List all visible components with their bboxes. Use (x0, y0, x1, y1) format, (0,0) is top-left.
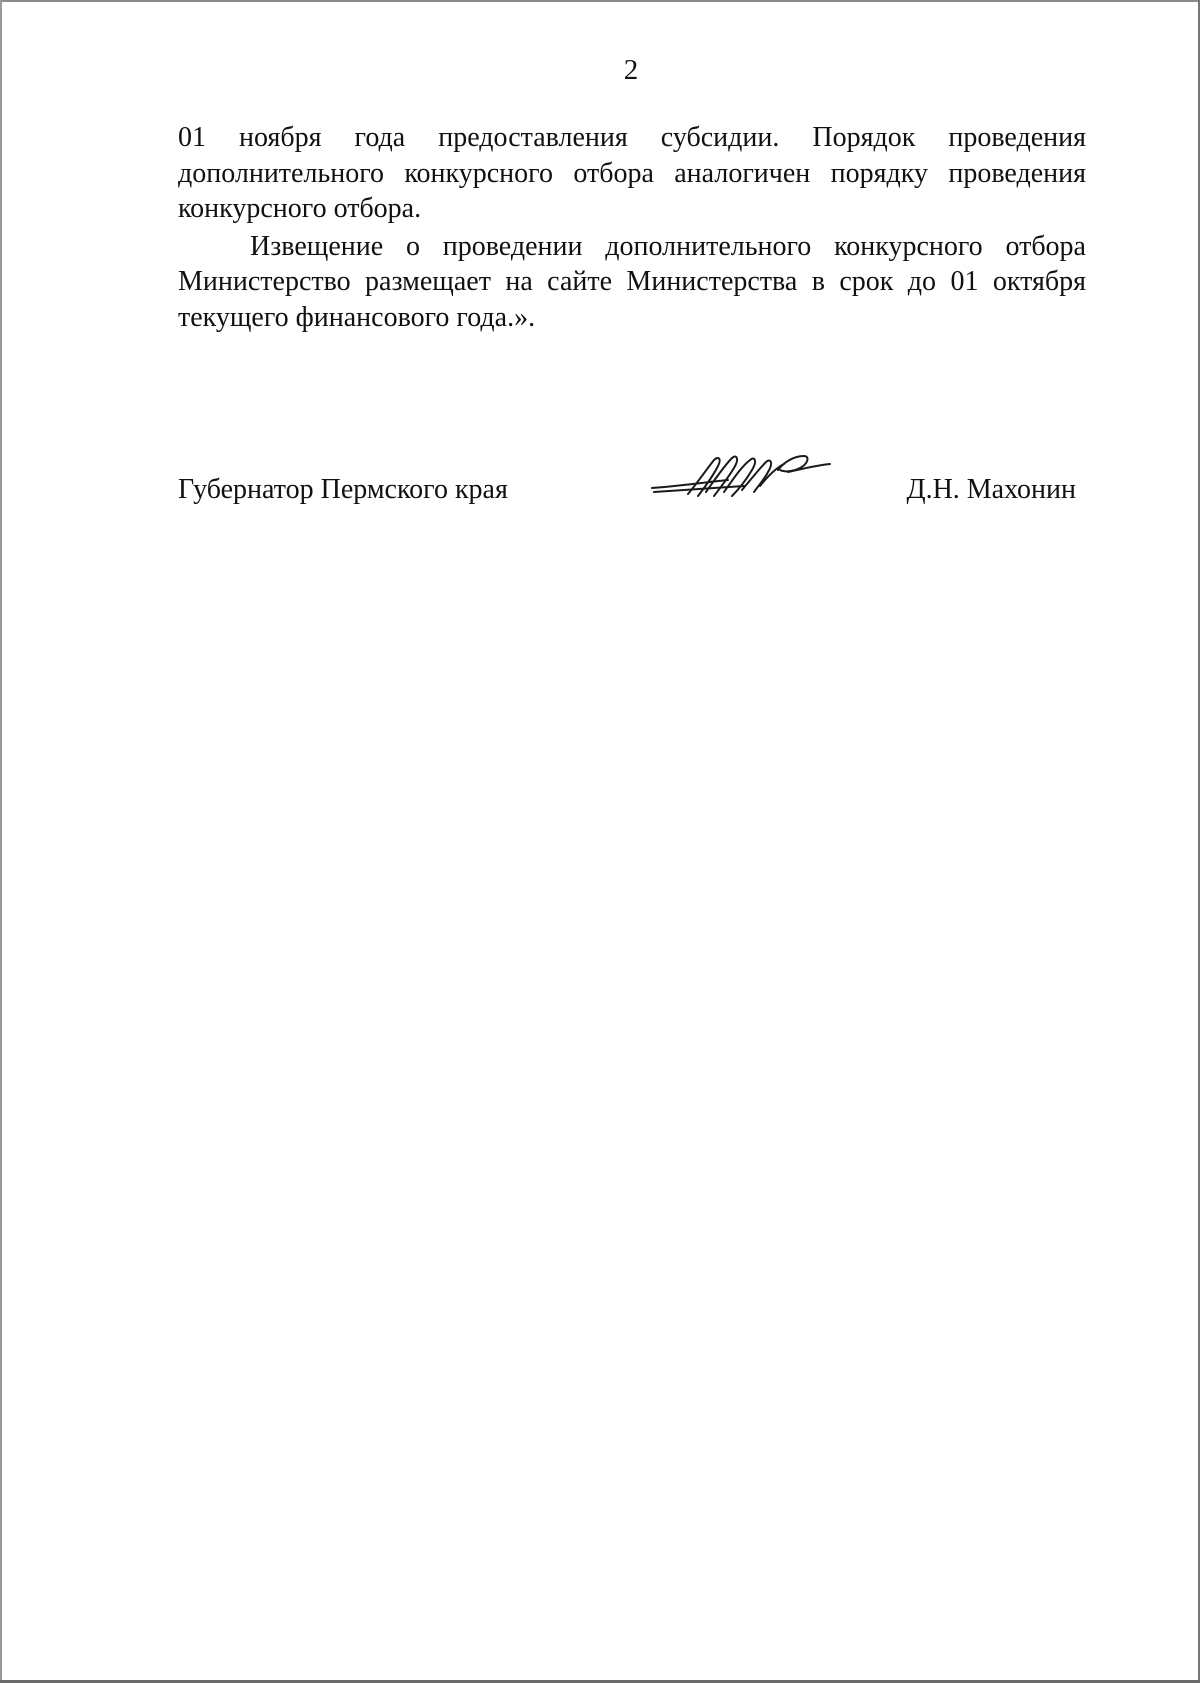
signatory-position: Губернатор Пермского края (178, 474, 508, 505)
scan-edge-top (0, 0, 1200, 2)
page-number: 2 (623, 54, 639, 86)
paragraph-continuation: 01 ноября года предоставления субсидии. Порядок проведения дополнительного конкурсного отбора аналогичен порядку проведения конкурсного отбора. (178, 122, 1086, 224)
signature-block (178, 470, 1088, 510)
document-body (178, 120, 1086, 335)
paragraph-notice: Извещение о проведении дополнительного конкурсного отбора Министерство размещает на сайте Министерства в срок до 01 октября текущего финансового года.». (178, 230, 1086, 333)
scan-edge-left (0, 0, 2, 1683)
signatory-name: Д.Н. Махонин (906, 474, 1076, 505)
handwritten-signature-icon (648, 442, 833, 502)
